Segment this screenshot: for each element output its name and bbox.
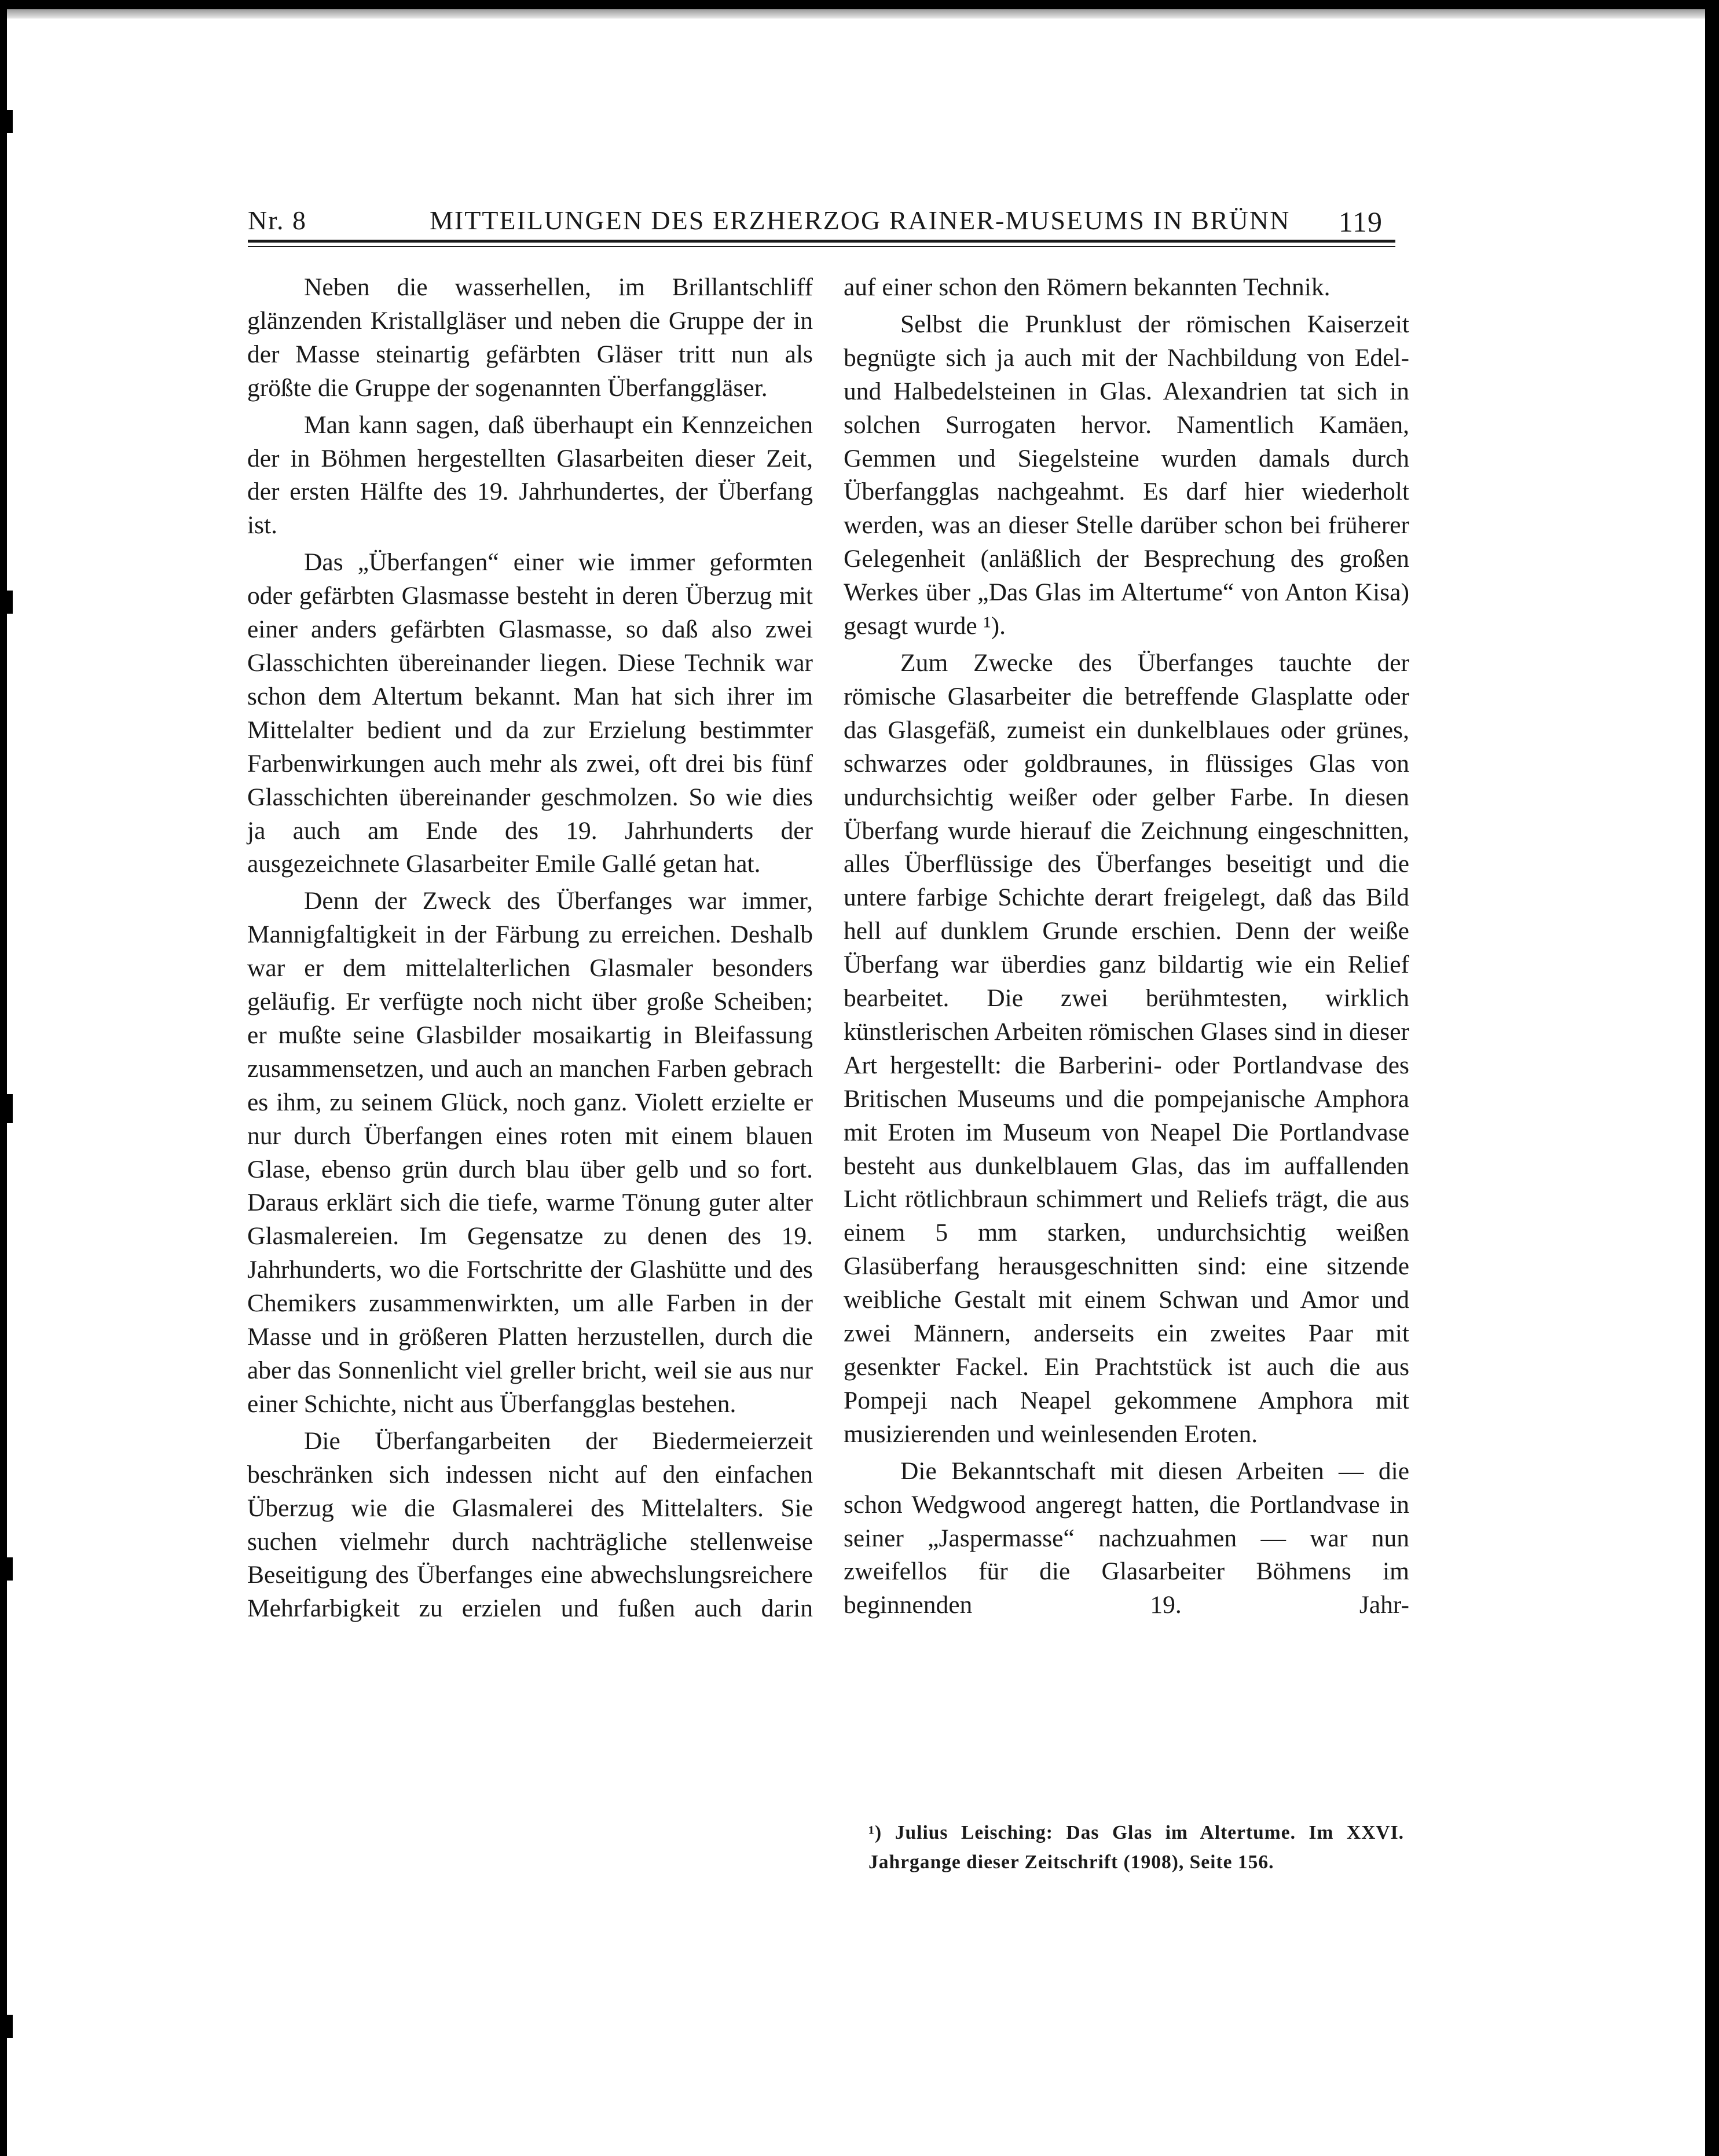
header-rule-thick — [248, 240, 1395, 243]
scan-mark — [7, 2015, 13, 2038]
paragraph: Neben die wasserhellen, im Brillantschliff glänzenden Kristallgläser und neben die Gruppe der in der Masse steinartig gefärbten Gläser tritt nun als größte die Gruppe der sogenannten Überfanggläser. — [247, 273, 813, 402]
scan-mark — [7, 110, 13, 133]
scan-mark — [7, 1557, 13, 1581]
journal-title: MITTEILUNGEN DES ERZHERZOG RAINER-MUSEUMS IN BRÜNN — [430, 206, 1291, 235]
scan-shadow-top — [7, 9, 1705, 19]
paragraph: Denn der Zweck des Überfanges war immer, Mannigfaltigkeit in der Färbung zu erreichen. Deshalb war er dem mittelalterlichen Glasmaler besonders geläufig. Er verfügte noch nicht über große Scheiben; er mußte seine Glasbilder mosaikartig in Bleifassung zusammensetzen, und auch an manchen Farben gebrach es ihm, zu seinem Glück, noch ganz. Violett erzielte er nur durch Überfangen eines roten mit einem blauen Glase, ebenso grün durch blau über gelb und so fort. Daraus erklärt sich die tiefe, warme Tönung guter alter Glasmalereien. Im Gegensatze zu denen des 19. Jahrhunderts, wo die Fortschritte der Glashütte und des Chemikers zusammenwirkten, um alle Farben in der Masse und in größeren Platten herzustellen, durch die aber das Sonnenlicht viel greller bricht, weil sie aus nur einer Schichte, nicht aus Überfangglas bestehen. — [247, 887, 813, 1418]
scan-border-right — [1705, 0, 1719, 2156]
paragraph: Zum Zwecke des Überfanges tauchte der römische Glasarbeiter die betreffende Glasplatte oder das Glasgefäß, zumeist ein dunkelblaues oder grünes, schwarzes oder goldbraunes, in flüssiges Glas von undurchsichtig weißer oder gelber Farbe. In diesen Überfang wurde hierauf die Zeichnung eingeschnitten, alles Überflüssige des Überfanges beseitigt und die untere farbige Schichte derart freigelegt, daß das Bild hell auf dunklem Grunde erschien. Denn der weiße Überfang war überdies ganz bildartig wie ein Relief bearbeitet. Die zwei berühmtesten, wirklich künstlerischen Arbeiten römischen Glases sind in dieser Art hergestellt: die Barberini- oder Portlandvase des Britischen Museums und die pompejanische Amphora mit Eroten im Museum von Neapel Die Portlandvase besteht aus dunkelblauem Glas, das im auffallenden Licht rötlichbraun schimmert und Reliefs trägt, die aus einem 5 mm starken, undurchsichtig weißen Glasüberfang herausgeschnitten sind: eine sitzende weibliche Gestalt mit einem Schwan und Amor und zwei Männern, anderseits ein zweites Paar mit gesenkter Fackel. Ein Prachtstück ist auch die aus Pompeji nach Neapel gekommene Amphora mit musizierenden und weinlesenden Eroten. — [844, 648, 1409, 1448]
scan-border-left — [0, 0, 7, 2156]
paragraph: Die Überfangarbeiten der Biedermeierzeit beschränken sich indessen nicht auf den einfachen Überzug wie die Glasmalerei des Mittelalters. Sie suchen vielmehr durch nachträgliche stellenweise Beseitigung des Überfanges eine abwechslungsreichere Mehrfarbigkeit zu erzielen und fußen auch darin — [247, 1427, 813, 1623]
paragraph: Die Bekanntschaft mit diesen Arbeiten — die schon Wedgwood angeregt hatten, die Portlandvase in seiner „Jaspermasse“ nachzuahmen — war nun zweifellos für die Glasarbeiter Böhmens im beginnenden 19. Jahr- — [844, 1457, 1409, 1619]
scan-mark — [7, 591, 13, 614]
right-column — [844, 271, 1409, 1622]
paragraph: Das „Überfangen“ einer wie immer geformten oder gefärbten Glasmasse besteht in deren Überzug mit einer anders gefärbten Glasmasse, so daß also zwei Glasschichten übereinander liegen. Diese Technik war schon dem Altertum bekannt. Man hat sich ihrer im Mittelalter bedient und da zur Erzielung bestimmter Farbenwirkungen auch mehr als zwei, oft drei bis fünf Glasschichten übereinander geschmolzen. So wie dies ja auch am Ende des 19. Jahrhunderts der ausgezeichnete Glasarbeiter Emile Gallé getan hat. — [247, 548, 813, 878]
scan-mark — [7, 1094, 13, 1123]
paragraph: Man kann sagen, daß überhaupt ein Kennzeichen der in Böhmen hergestellten Glasarbeiten dieser Zeit, der ersten Hälfte des 19. Jahrhundertes, der Überfang ist. — [247, 410, 813, 540]
paragraph: auf einer schon den Römern bekannten Technik. — [844, 273, 1331, 301]
header-rule-thin — [248, 246, 1395, 247]
scan-border-top — [0, 0, 1719, 9]
footnote: ¹) Julius Leisching: Das Glas im Altertume. Im XXVI. Jahrgange dieser Zeitschrift (1908), Seite 156. — [868, 1822, 1404, 1873]
paragraph: Selbst die Prunklust der römischen Kaiserzeit begnügte sich ja auch mit der Nachbildung von Edel- und Halbedelsteinen in Glas. Alexandrien tat sich in solchen Surrogaten hervor. Namentlich Kamäen, Gemmen und Siegelsteine wurden damals durch Überfangglas nachgeahmt. Es darf hier wiederholt werden, was an dieser Stelle darüber schon bei früherer Gelegenheit (anläßlich der Besprechung des großen Werkes über „Das Glas im Altertume“ von Anton Kisa) gesagt wurde ¹). — [844, 310, 1409, 640]
page-number: 119 — [1338, 206, 1383, 238]
left-column — [247, 271, 813, 1626]
issue-number: Nr. 8 — [248, 206, 307, 235]
running-header — [248, 205, 1395, 237]
